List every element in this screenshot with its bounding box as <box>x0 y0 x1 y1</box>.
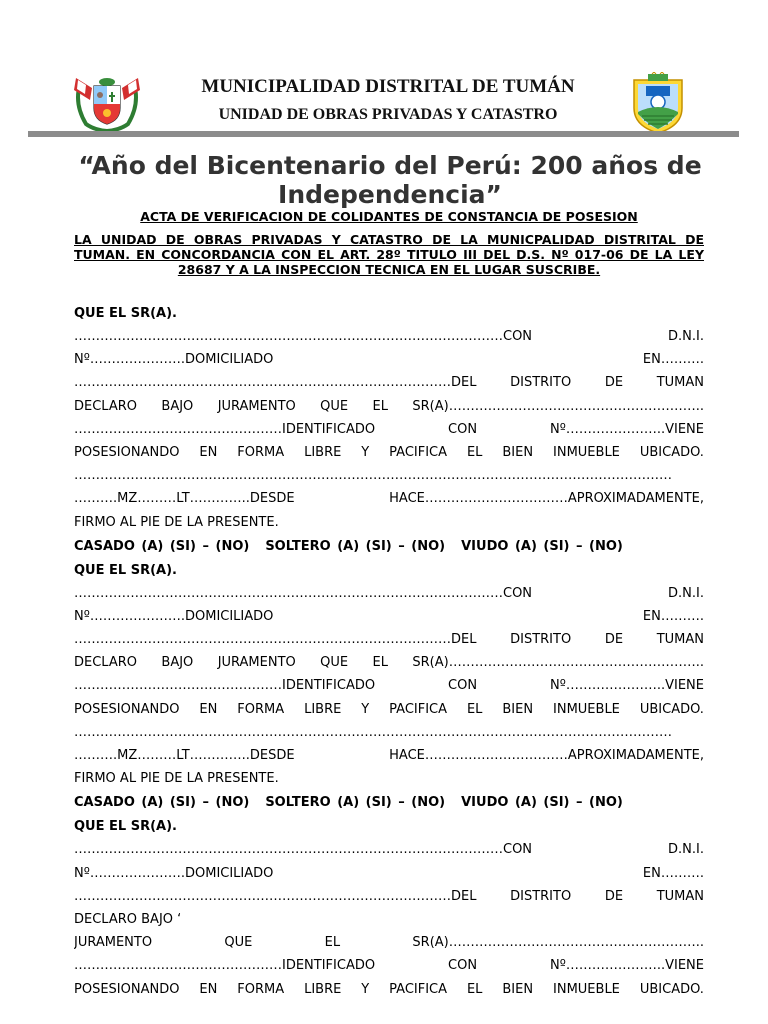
line-text: LIBRE <box>304 444 342 460</box>
line-text: DE <box>604 888 624 904</box>
line-text: BAJO <box>161 655 194 671</box>
line-text: BIEN <box>502 701 534 717</box>
line-text: D.N.I. <box>668 585 704 601</box>
declaration-line <box>74 582 704 605</box>
civil-status-line <box>74 539 704 555</box>
declaration-line <box>74 931 704 954</box>
declaration-line <box>74 418 704 441</box>
line-text: EN………. <box>642 352 704 368</box>
line-text: FORMA <box>237 981 285 997</box>
municipality-title: MUNICIPALIDAD DISTRITAL DE TUMÁN <box>201 76 575 97</box>
line-text: SR(A)………………………………………………….. <box>412 655 704 671</box>
line-text: INMUEBLE <box>553 444 620 460</box>
line-text: JURAMENTO <box>217 398 296 414</box>
line-text: DISTRITO <box>510 888 572 904</box>
line-text: INMUEBLE <box>553 701 620 717</box>
line-text: POSESIONANDO <box>74 701 180 717</box>
declaration-line <box>74 838 704 861</box>
declaration-line <box>74 721 704 744</box>
tuman-shield-icon <box>628 72 688 134</box>
line-text: Nº…………………..VIENE <box>549 958 704 974</box>
declaration-line <box>74 885 704 908</box>
civil-status-option: SOLTERO (A) (SI) – (NO) <box>265 538 446 554</box>
line-text: FORMA <box>237 444 285 460</box>
line-text: EL <box>324 935 341 951</box>
line-text: SR(A)………………………………………………….. <box>412 935 704 951</box>
line-text: BIEN <box>502 444 534 460</box>
declaration-line <box>74 487 704 510</box>
civil-status-option: CASADO (A) (SI) – (NO) <box>74 795 250 811</box>
declaration-block <box>74 306 704 555</box>
line-text: ……………………………………………………………………………DEL <box>74 375 477 391</box>
line-text: DISTRITO <box>510 375 572 391</box>
line-text: Nº…………………..VIENE <box>549 421 704 437</box>
declaration-line <box>74 651 704 674</box>
line-text: UBICADO. <box>639 701 704 717</box>
line-text: ………………………………………………………………………………………CON <box>74 585 533 601</box>
line-text: DECLARO <box>74 655 138 671</box>
line-text: Nº…………………..VIENE <box>549 678 704 694</box>
declaration-line <box>74 348 704 371</box>
line-text: EN <box>199 701 218 717</box>
line-text: Nº………………….DOMICILIADO <box>74 352 274 368</box>
civil-status-option: CASADO (A) (SI) – (NO) <box>74 538 250 554</box>
letterhead <box>0 70 768 140</box>
declaration-block <box>74 819 704 1000</box>
line-text: DE <box>604 632 624 648</box>
line-text: ………………………………………………………………………………………………………………………… <box>74 468 672 484</box>
line-text: Y <box>361 444 370 460</box>
line-text: TUMAN <box>656 888 704 904</box>
header-divider <box>28 131 739 137</box>
peru-coat-of-arms-icon <box>72 74 142 132</box>
civil-status-option: SOLTERO (A) (SI) – (NO) <box>265 795 446 811</box>
line-text: POSESIONANDO <box>74 981 180 997</box>
line-text: HACE……………………………APROXIMADAMENTE, <box>389 748 704 763</box>
line-text: EL <box>466 701 483 717</box>
line-text: BIEN <box>502 981 534 997</box>
declaration-line <box>74 628 704 651</box>
line-text: TUMAN <box>656 375 704 391</box>
line-text: JURAMENTO <box>74 935 153 951</box>
civil-status-option: VIUDO (A) (SI) – (NO) <box>461 795 623 811</box>
line-text: Y <box>361 981 370 997</box>
acta-intro: LA UNIDAD DE OBRAS PRIVADAS Y CATASTRO DE LA MUNICPALIDAD DISTRITAL DE TUMAN. EN CONCORDANCIA CON EL ART. 28º TITULO III DEL D.S. Nº 017-06 DE LA LEY 28687 Y A LA INSPECCION TECNICA EN EL LUGAR SUSCRIBE. <box>74 232 704 277</box>
line-text: UBICADO. <box>639 444 704 460</box>
line-text: EN <box>199 444 218 460</box>
declaration-line <box>74 464 704 487</box>
line-text: FIRMO AL PIE DE LA PRESENTE. <box>74 514 279 530</box>
line-text: Y <box>361 701 370 717</box>
line-text: EN………. <box>642 865 704 881</box>
declaration-line <box>74 674 704 697</box>
line-text: ………………………………………………………………………………………CON <box>74 329 533 344</box>
line-text: CON <box>448 678 478 694</box>
declaration-line <box>74 511 704 534</box>
civil-status-line <box>74 795 704 811</box>
declaration-line <box>74 698 704 721</box>
line-text: FIRMO AL PIE DE LA PRESENTE. <box>74 771 279 787</box>
declaration-line <box>74 978 704 1001</box>
document-body <box>74 306 704 1001</box>
line-text: TUMAN <box>656 632 704 648</box>
declaration-line <box>74 325 704 348</box>
line-text: DISTRITO <box>510 632 572 648</box>
line-text: ……………………………………………………………………………DEL <box>74 632 477 648</box>
declaration-line <box>74 954 704 977</box>
year-motto: “Año del Bicentenario del Perú: 200 años de Independencia” <box>78 151 702 209</box>
line-text: INMUEBLE <box>553 981 620 997</box>
line-text: …………………………………………IDENTIFICADO <box>74 678 376 694</box>
declaration-line <box>74 371 704 394</box>
block-heading: QUE EL SR(A). <box>74 562 177 578</box>
line-text: ………………………………………………………………………………………………………………………… <box>74 724 672 740</box>
line-text: …………………………………………IDENTIFICADO <box>74 958 376 974</box>
line-text: Nº………………….DOMICILIADO <box>74 865 274 881</box>
line-text: LIBRE <box>304 981 342 997</box>
line-text: CON <box>448 958 478 974</box>
line-text: BAJO <box>161 398 194 414</box>
line-text: EL <box>466 981 483 997</box>
line-text: HACE……………………………APROXIMADAMENTE, <box>389 491 704 507</box>
line-text: Nº………………….DOMICILIADO <box>74 608 274 624</box>
unit-subtitle: UNIDAD DE OBRAS PRIVADAS Y CATASTRO <box>218 106 558 123</box>
line-text: D.N.I. <box>668 842 704 858</box>
line-text: ……….MZ………LT…………..DESDE <box>74 748 295 763</box>
line-text: EN <box>199 981 218 997</box>
line-text: DECLARO BAJO ‘ <box>74 911 182 927</box>
line-text: JURAMENTO <box>217 655 296 671</box>
block-heading: QUE EL SR(A). <box>74 819 177 835</box>
declaration-line <box>74 767 704 790</box>
declaration-line <box>74 395 704 418</box>
declaration-line <box>74 441 704 464</box>
declaration-line <box>74 908 704 931</box>
line-text: QUE <box>320 655 349 671</box>
line-text: QUE <box>320 398 349 414</box>
line-text: PACIFICA <box>389 981 448 997</box>
line-text: CON <box>448 421 478 437</box>
line-text: EL <box>372 655 388 671</box>
acta-title: ACTA DE VERIFICACION DE COLIDANTES DE CONSTANCIA DE POSESION <box>140 209 638 224</box>
declaration-block <box>74 563 704 812</box>
line-text: ……….MZ………LT…………..DESDE <box>74 491 295 507</box>
line-text: LIBRE <box>304 701 342 717</box>
line-text: PACIFICA <box>389 444 448 460</box>
line-text: EL <box>466 444 483 460</box>
line-text: PACIFICA <box>389 701 448 717</box>
line-text: EL <box>372 398 388 414</box>
declaration-line <box>74 605 704 628</box>
line-text: UBICADO. <box>639 981 704 997</box>
line-text: QUE <box>224 935 253 951</box>
line-text: ……………………………………………………………………………DEL <box>74 888 477 904</box>
line-text: SR(A)………………………………………………….. <box>412 398 704 414</box>
line-text: DECLARO <box>74 398 138 414</box>
line-text: D.N.I. <box>668 329 704 344</box>
line-text: DE <box>604 375 624 391</box>
line-text: …………………………………………IDENTIFICADO <box>74 421 376 437</box>
line-text: POSESIONANDO <box>74 444 180 460</box>
line-text: FORMA <box>237 701 285 717</box>
line-text: ………………………………………………………………………………………CON <box>74 842 533 858</box>
civil-status-option: VIUDO (A) (SI) – (NO) <box>461 538 623 554</box>
block-heading: QUE EL SR(A). <box>74 306 177 321</box>
line-text: EN………. <box>642 608 704 624</box>
declaration-line <box>74 862 704 885</box>
declaration-line <box>74 744 704 767</box>
